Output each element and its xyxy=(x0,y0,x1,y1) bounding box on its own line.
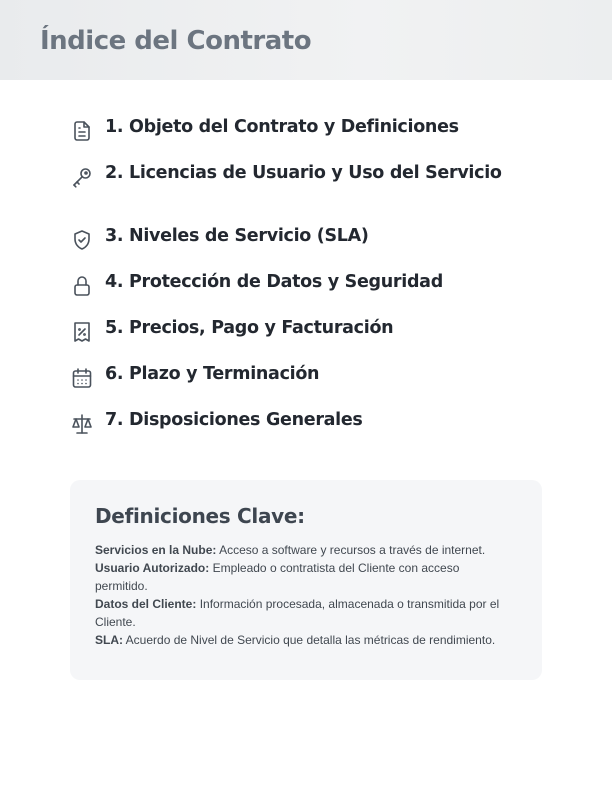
definition-item xyxy=(95,559,515,595)
toc-item-precios[interactable] xyxy=(70,318,540,350)
toc-item-disposiciones[interactable] xyxy=(70,410,540,442)
toc-item-proteccion[interactable] xyxy=(70,272,540,304)
toc-item-label: 6. Plazo y Terminación xyxy=(105,364,320,384)
toc-item-label: 5. Precios, Pago y Facturación xyxy=(105,318,394,338)
receipt-percent-icon xyxy=(70,320,94,344)
toc-item-label: 1. Objeto del Contrato y Definiciones xyxy=(105,117,459,137)
page-header xyxy=(0,0,612,80)
definitions-title: Definiciones Clave: xyxy=(95,504,305,528)
calendar-icon xyxy=(70,366,94,390)
toc-item-licencias[interactable] xyxy=(70,163,540,195)
definition-term: Servicios en la Nube: xyxy=(95,543,217,557)
key-icon xyxy=(70,165,94,189)
definition-text: Acceso a software y recursos a través de internet. xyxy=(216,543,486,557)
toc-item-label: 4. Protección de Datos y Seguridad xyxy=(105,272,443,292)
definition-term: Usuario Autorizado: xyxy=(95,561,210,575)
definitions-list xyxy=(95,541,515,649)
shield-check-icon xyxy=(70,228,94,252)
definition-item xyxy=(95,631,515,649)
toc-item-plazo[interactable] xyxy=(70,364,540,396)
definitions-box xyxy=(70,480,542,680)
definition-term: Datos del Cliente: xyxy=(95,597,197,611)
toc-item-label: 7. Disposiciones Generales xyxy=(105,410,363,430)
definition-text: Acuerdo de Nivel de Servicio que detalla las métricas de rendimiento. xyxy=(123,633,496,647)
page-title: Índice del Contrato xyxy=(40,26,312,56)
toc-item-sla[interactable] xyxy=(70,226,540,258)
definition-text: Empleado o contratista del Cliente con acceso permitido. xyxy=(95,561,460,593)
definition-item xyxy=(95,595,515,631)
definition-term: SLA: xyxy=(95,633,123,647)
toc-item-objeto[interactable] xyxy=(70,117,540,149)
definition-item xyxy=(95,541,515,559)
toc-item-label: 2. Licencias de Usuario y Uso del Servicio xyxy=(105,163,502,183)
definition-text: Información procesada, almacenada o transmitida por el Cliente. xyxy=(95,597,500,629)
file-text-icon xyxy=(70,119,94,143)
lock-icon xyxy=(70,274,94,298)
toc-item-label: 3. Niveles de Servicio (SLA) xyxy=(105,226,369,246)
scale-icon xyxy=(70,412,94,436)
